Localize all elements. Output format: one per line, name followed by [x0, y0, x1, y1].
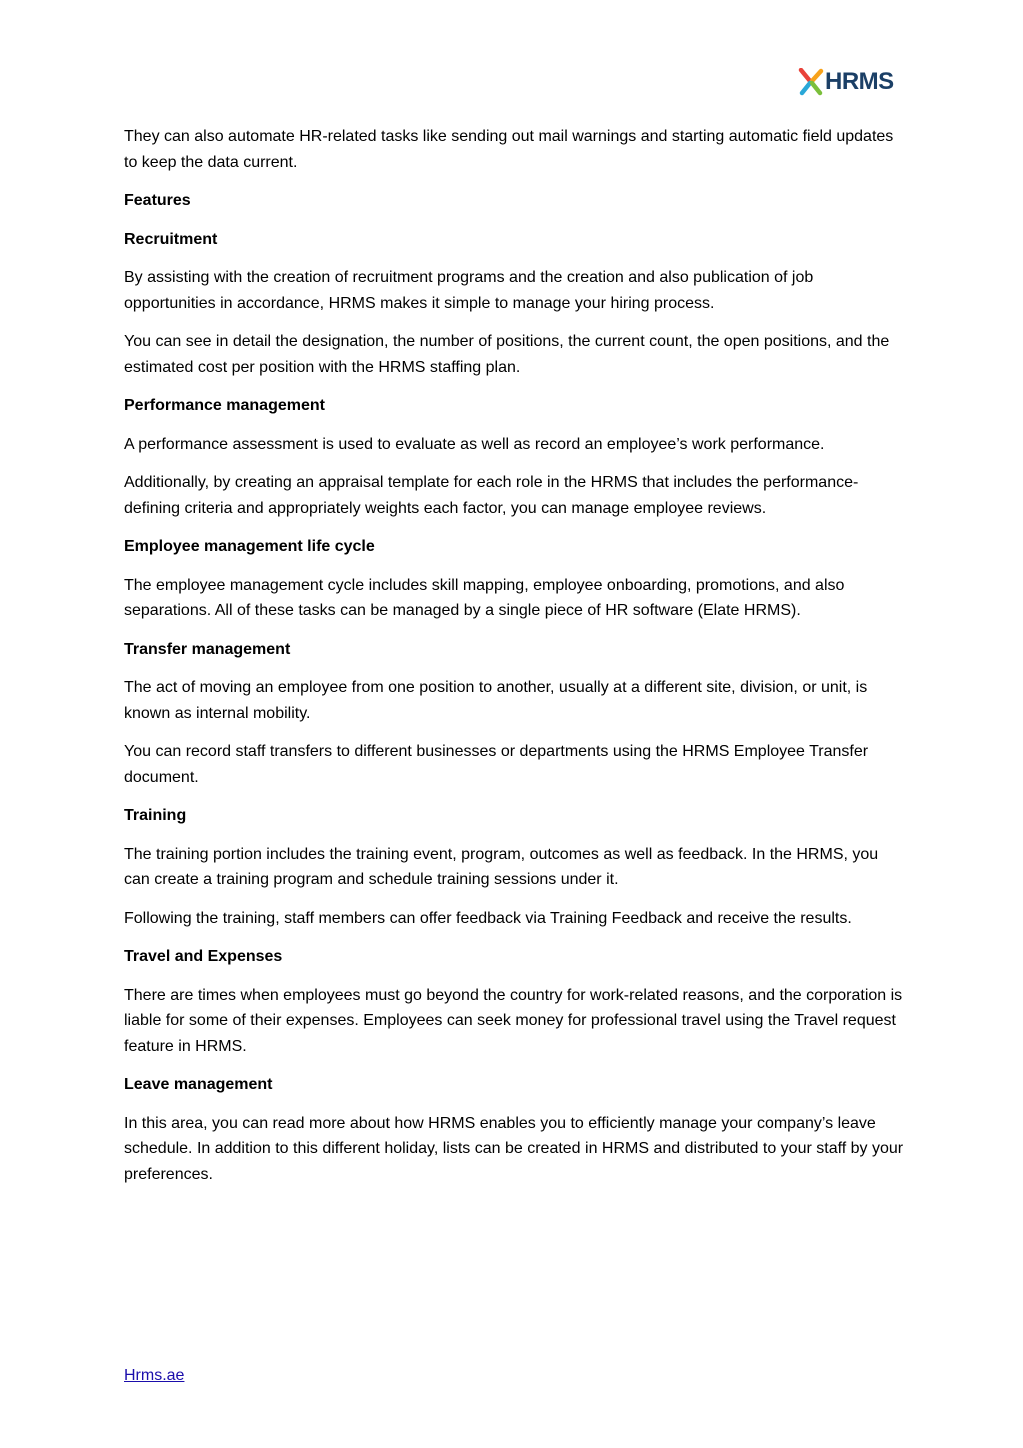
- document-body: [124, 124, 904, 1200]
- paragraph-leave: In this area, you can read more about how HRMS enables you to efficiently manage your company’s leave schedule. In addition to this different holiday, lists can be created in HRMS and distributed to your staff by your preferences.: [124, 1114, 904, 1183]
- hrms-logo-mark-icon: [798, 68, 824, 96]
- paragraph-training-1: The training portion includes the training event, program, outcomes as well as feedback. In the HRMS, you can create a training program and schedule training sessions under it.: [124, 845, 879, 888]
- paragraph-performance-2: Additionally, by creating an appraisal template for each role in the HRMS that includes the performance-defining criteria and appropriately weights each factor, you can manage employee reviews.: [124, 474, 859, 517]
- paragraph-training-2: Following the training, staff members can offer feedback via Training Feedback and receive the results.: [124, 909, 852, 927]
- heading-performance-management: Performance management: [124, 397, 325, 414]
- paragraph-performance-1: A performance assessment is used to evaluate as well as record an employee’s work performance.: [124, 435, 825, 453]
- footer-website-link[interactable]: Hrms.ae: [124, 1367, 185, 1384]
- hrms-logo: [798, 66, 894, 98]
- heading-employee-life-cycle: Employee management life cycle: [124, 538, 375, 555]
- paragraph-travel: There are times when employees must go beyond the country for work-related reasons, and the corporation is liable for some of their expenses. Employees can seek money for professional travel using the Travel request feature in HRMS.: [124, 986, 903, 1055]
- paragraph-life-cycle: The employee management cycle includes skill mapping, employee onboarding, promotions, and also separations. All of these tasks can be managed by a single piece of HR software (Elate HRMS).: [124, 576, 845, 619]
- heading-training: Training: [124, 807, 187, 824]
- heading-transfer-management: Transfer management: [124, 640, 291, 658]
- heading-recruitment: Recruitment: [124, 230, 218, 248]
- paragraph-recruitment-1: By assisting with the creation of recruitment programs and the creation and also publication of job opportunities in accordance, HRMS makes it simple to manage your hiring process.: [124, 269, 814, 312]
- heading-features: Features: [124, 192, 191, 209]
- paragraph-intro: They can also automate HR-related tasks like sending out mail warnings and starting automatic field updates to keep the data current.: [124, 128, 894, 171]
- hrms-logo-text: HRMS: [825, 68, 894, 95]
- paragraph-transfer-1: The act of moving an employee from one position to another, usually at a different site, division, or unit, is known as internal mobility.: [124, 679, 868, 722]
- heading-leave-management: Leave management: [124, 1076, 273, 1093]
- paragraph-transfer-2: You can record staff transfers to different businesses or departments using the HRMS Employee Transfer document.: [124, 743, 869, 786]
- paragraph-recruitment-2: You can see in detail the designation, the number of positions, the current count, the open positions, and the estimated cost per position with the HRMS staffing plan.: [124, 333, 890, 376]
- heading-travel-expenses: Travel and Expenses: [124, 948, 283, 965]
